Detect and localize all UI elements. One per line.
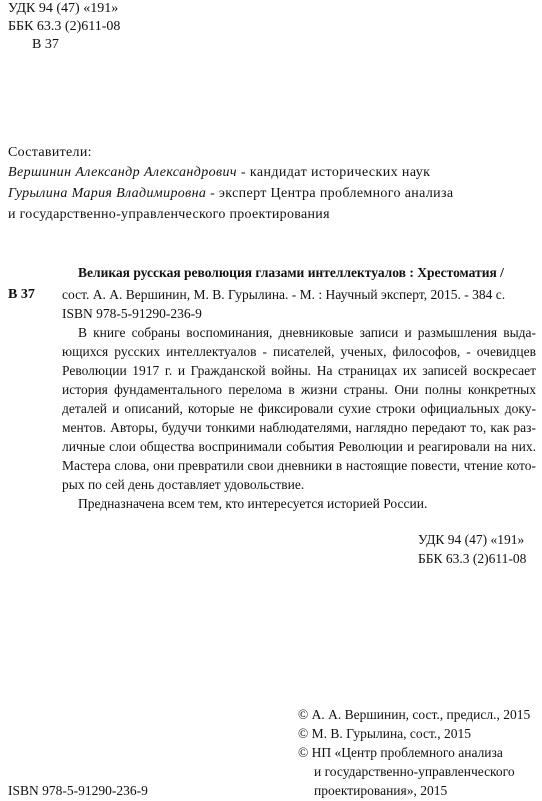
copyright-line: © А. А. Вершинин, сост., предисл., 2015 (298, 707, 531, 722)
copyright-line: проектирования», 2015 (314, 783, 448, 798)
annotation-line: ющихся русских интеллектуалов - писателей, ученых, философов, - очевидцев (62, 344, 536, 359)
annotation-line: В книге собраны воспоминания, дневниковые записи и размышления выда- (78, 325, 536, 340)
isbn-record: ISBN 978-5-91290-236-9 (62, 306, 202, 321)
annotation-line: Революции 1917 г. и Гражданской войны. На страницах их записей воскресает (62, 363, 536, 378)
bbk-code-bottom: ББК 63.3 (2)611-08 (418, 551, 527, 566)
author-mark-top: В 37 (32, 37, 59, 52)
compiler-2-name: Гурылина Мария Владимировна (8, 186, 207, 201)
compiler-2-title-cont: и государственно-управленческого проектирования (8, 207, 330, 222)
compiler-1-name: Вершинин Александр Александрович (8, 165, 238, 180)
annotation-line: деталей и описаний, которые не фиксировали сухие строки официальных доку- (62, 401, 536, 416)
annotation-line: личные слои общества воспринимали события Революции и реагировали на них. (62, 439, 536, 454)
book-imprint: сост. А. А. Вершинин, М. В. Гурылина. - М. : Научный эксперт, 2015. - 384 с. (62, 287, 506, 302)
annotation-line: история фундаментального перелома в жизни страны. Они полны конкретных (62, 382, 536, 397)
udk-code-bottom: УДК 94 (47) «191» (418, 532, 525, 547)
annotation-line: рых по сей день доставляет удовольствие. (62, 477, 305, 492)
annotation-line: ментов. Авторы, будучи тонкими наблюдателями, наглядно передают то, как раз- (62, 420, 536, 435)
compiler-1-title: - кандидат исторических наук (237, 165, 431, 180)
copyright-line: © М. В. Гурылина, сост., 2015 (298, 726, 472, 741)
compiler-1 (8, 163, 500, 183)
compilers-heading: Составители: (8, 145, 92, 160)
audience-note: Предназначена всем тем, кто интересуется историей России. (78, 496, 428, 511)
author-mark: В 37 (8, 287, 35, 302)
isbn-footer: ISBN 978-5-91290-236-9 (8, 783, 148, 798)
compiler-2-title: - эксперт Центра проблемного анализа (206, 186, 454, 201)
copyright-line: и государственно-управленческого (314, 764, 515, 779)
compiler-2 (8, 184, 453, 204)
bbk-code-top: ББК 63.3 (2)611-08 (8, 19, 121, 34)
book-title: Великая русская революция глазами интеллектуалов : Хрестоматия / (78, 265, 504, 280)
annotation-line: Мастера слова, они превратили свои дневники в настоящие повести, чтение кото- (62, 458, 536, 473)
copyright-line: © НП «Центр проблемного анализа (298, 745, 503, 760)
udk-code-top: УДК 94 (47) «191» (8, 1, 119, 16)
